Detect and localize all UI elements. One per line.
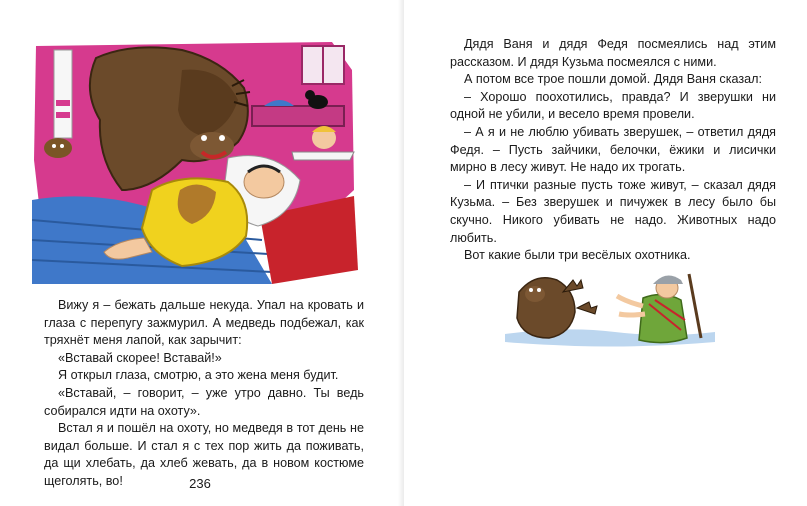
page-number: 236 <box>189 476 211 491</box>
paragraph: Вижу я – бежать дальше некуда. Упал на кровать и глаза с перепугу зажмурил. А медведь подбежал, как тряхнёт меня лапой, как зарычит: <box>44 298 364 348</box>
left-page-text <box>44 297 364 491</box>
bear-waking-hunter-illustration <box>32 40 358 284</box>
left-page <box>0 0 403 506</box>
paragraph: «Вставай, – говорит, – уже утро давно. Ты ведь собирался идти на охоту». <box>44 385 364 418</box>
paragraph: А потом все трое пошли домой. Дядя Ваня сказал: <box>464 72 762 87</box>
paragraph: – Хорошо поохотились, правда? И зверушки ни одной не убили, и весело время провели. <box>450 89 776 122</box>
paragraph: Вот какие были три весёлых охотника. <box>464 248 691 263</box>
paragraph: Встал я и пошёл на охоту, но медведя в тот день не видал больше. И стал я с тех пор жить да поживать, да щи хлебать, да хлеб жевать, да в новом костюме щеголять, во! <box>44 421 364 488</box>
paragraph: – А я и не люблю убивать зверушек, – ответил дядя Федя. – Пусть зайчики, белочки, ёжики и лисички мирно в лесу живут. Не надо их трогать. <box>450 124 776 175</box>
paragraph: «Вставай скорее! Вставай!» <box>58 350 222 365</box>
right-page-text <box>450 36 776 265</box>
hunter-and-bear-illustration <box>505 268 715 348</box>
paragraph: Я открыл глаза, смотрю, а это жена меня будит. <box>58 368 339 383</box>
paragraph: – И птички разные пусть тоже живут, – сказал дядя Кузьма. – Без зверушек и пичужек в лесу было бы скучно. Никого убивать не надо. Животных надо любить. <box>450 177 776 245</box>
paragraph: Дядя Ваня и дядя Федя посмеялись над этим рассказом. И дядя Кузьма посмеялся с ними. <box>450 37 776 69</box>
right-page <box>404 0 807 506</box>
